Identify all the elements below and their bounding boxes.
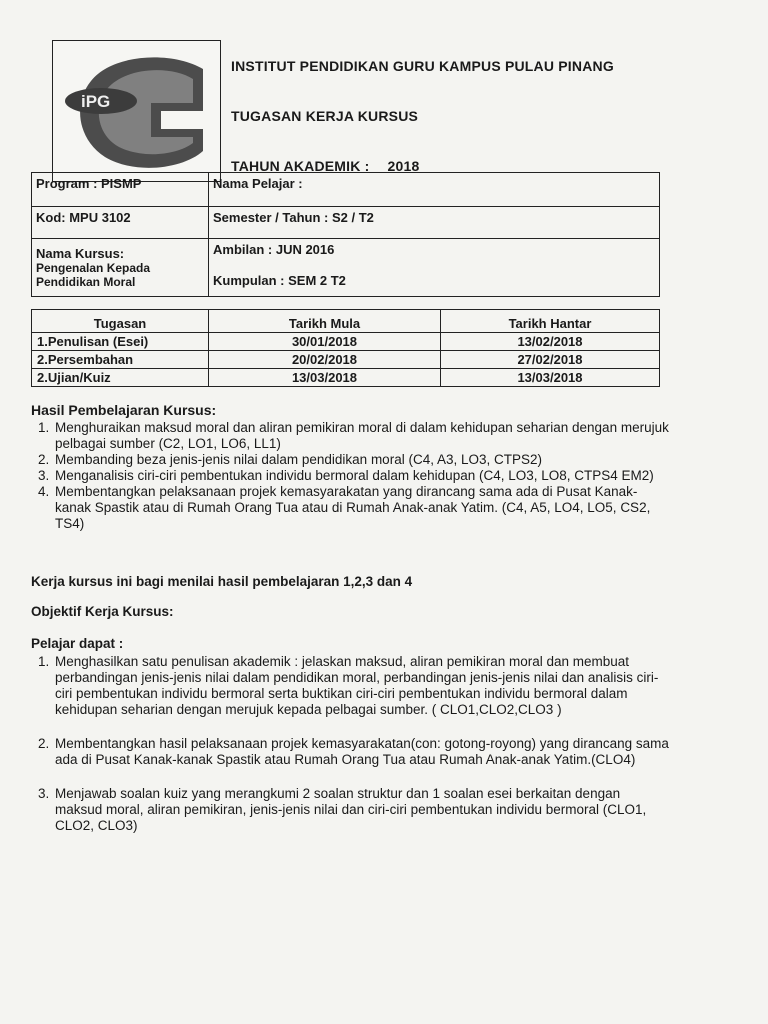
coursework-note: Kerja kursus ini bagi menilai hasil pembelajaran 1,2,3 dan 4 — [31, 574, 413, 589]
task-name: 2.Persembahan — [32, 351, 209, 369]
academic-year-value: 2018 — [387, 158, 420, 174]
task-name: 1.Penulisan (Esei) — [32, 333, 209, 351]
task-start-date: 20/02/2018 — [209, 351, 441, 369]
list-item: 3. Menjawab soalan kuiz yang merangkumi 2 soalan struktur dan 1 soalan esei berkaitan dengan maksud moral, aliran pemikiran, jenis-jenis nilai dan ciri-ciri pembentukan individu bermoral (CLO1, CLO2, CLO3) — [53, 786, 671, 834]
intake: Ambilan : JUN 2016 — [213, 242, 335, 257]
program-cell: Program : PISMP — [32, 173, 209, 207]
task-due-date: 13/02/2018 — [441, 333, 660, 351]
task-due-date: 27/02/2018 — [441, 351, 660, 369]
list-item: 1. Menghuraikan maksud moral dan aliran pemikiran moral di dalam kehidupan seharian dengan merujuk pelbagai sumber (C2, LO1, LO6, LL1) — [53, 420, 671, 452]
task-start-date: 13/03/2018 — [209, 369, 441, 387]
task-due-date: 13/03/2018 — [441, 369, 660, 387]
course-code-cell: Kod: MPU 3102 — [32, 207, 209, 239]
course-name-line1: Pengenalan Kepada — [36, 261, 151, 275]
svg-text:iPG: iPG — [81, 92, 111, 111]
institute-name: INSTITUT PENDIDIKAN GURU KAMPUS PULAU PINANG — [231, 58, 614, 74]
student-info-table — [31, 172, 660, 297]
learning-outcomes-title: Hasil Pembelajaran Kursus: — [31, 402, 217, 418]
table-row — [32, 351, 660, 369]
table-row — [32, 333, 660, 351]
list-item: 3. Menganalisis ciri-ciri pembentukan individu bermoral dalam kehidupan (C4, LO3, LO8, CTPS4 EM2) — [53, 468, 671, 484]
course-name-label: Nama Kursus: — [36, 246, 125, 261]
ipg-logo-icon — [53, 41, 220, 181]
student-objectives-title: Pelajar dapat : — [31, 636, 124, 651]
intake-group-cell — [209, 239, 660, 297]
learning-outcomes-list — [31, 420, 671, 532]
list-item: 1. Menghasilkan satu penulisan akademik : jelaskan maksud, aliran pemikiran moral dan membuat perbandingan jenis-jenis nilai dalam pendidikan moral, perbandingan jenis-jenis nilai dan analisis ciri-ciri pembentukan individu bermoral serta buktikan ciri-ciri pembentukan individu bermoral dalam kehidupan seharian dengan merujuk kepada pelbagai sumber. ( CLO1,CLO2,CLO3 ) — [53, 654, 671, 718]
learning-outcomes — [31, 402, 671, 532]
task-name: 2.Ujian/Kuiz — [32, 369, 209, 387]
task-start-date: 30/01/2018 — [209, 333, 441, 351]
student-name-cell: Nama Pelajar : — [209, 173, 660, 207]
student-objectives-list — [31, 654, 671, 834]
start-date-header: Tarikh Mula — [209, 310, 441, 333]
course-name-cell — [32, 239, 209, 297]
student-objectives — [31, 636, 671, 834]
list-item: 2. Membanding beza jenis-jenis nilai dalam pendidikan moral (C4, A3, LO3, CTPS2) — [53, 452, 671, 468]
task-header: Tugasan — [32, 310, 209, 333]
document-type: TUGASAN KERJA KURSUS — [231, 108, 419, 124]
table-row — [32, 369, 660, 387]
academic-year-label: TAHUN AKADEMIK : — [231, 158, 370, 174]
objectives-title: Objektif Kerja Kursus: — [31, 604, 174, 619]
due-date-header: Tarikh Hantar — [441, 310, 660, 333]
group: Kumpulan : SEM 2 T2 — [213, 273, 346, 288]
ipg-logo — [52, 40, 221, 182]
course-name-line2: Pendidikan Moral — [36, 275, 136, 289]
semester-cell: Semester / Tahun : S2 / T2 — [209, 207, 660, 239]
list-item: 2. Membentangkan hasil pelaksanaan projek kemasyarakatan(con: gotong-royong) yang dirancang sama ada di Pusat Kanak-kanak Spastik atau Rumah Orang Tua atau Rumah Anak-anak Yatim.(CLO4) — [53, 736, 671, 768]
task-table — [31, 309, 660, 387]
list-item: 4. Membentangkan pelaksanaan projek kemasyarakatan yang dirancang sama ada di Pusat Kanak-kanak Spastik atau di Rumah Orang Tua atau di Rumah Anak-anak Yatim. (C4, A5, LO4, LO5, CS2, TS4) — [53, 484, 671, 532]
